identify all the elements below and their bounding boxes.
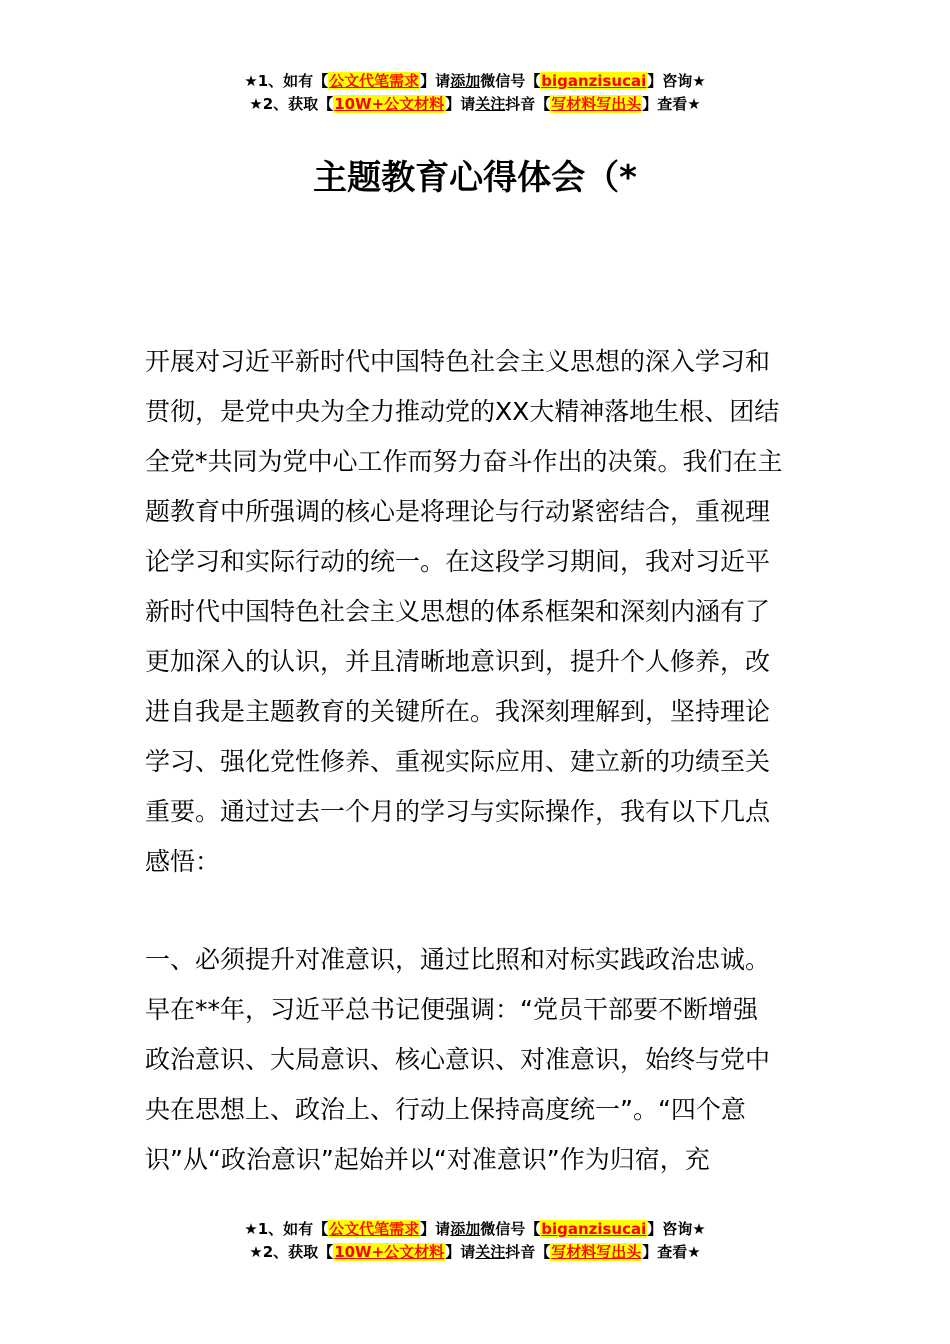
highlight-materials: 10W+公文材料 bbox=[334, 95, 445, 113]
text-line: 更加深入的认识，并且清晰地意识到，提升个人修养，改 bbox=[145, 647, 771, 676]
text-line: 感悟： bbox=[145, 847, 221, 876]
highlight-wechat-id: biganzisucai bbox=[541, 72, 647, 90]
section-heading-line: 一、必须提升对准意识，通过比照和对标实践政治忠诚。 bbox=[145, 945, 771, 974]
text-line: 开展对习近平新时代中国特色社会主义思想的深入学习和 bbox=[145, 347, 771, 376]
text-line: 学习、强化党性修养、重视实际应用、建立新的功绩至关 bbox=[145, 747, 771, 776]
header-banner bbox=[0, 70, 950, 116]
text-line: 早在**年，习近平总书记便强调：“党员干部要不断增强 bbox=[145, 995, 758, 1024]
text-line: 政治意识、大局意识、核心意识、对准意识，始终与党中 bbox=[145, 1045, 771, 1074]
text-line: 识”从“政治意识”起始并以“对准意识”作为归宿，充 bbox=[145, 1145, 710, 1174]
highlight-douyin: 写材料写出头 bbox=[551, 1243, 642, 1261]
text-line: 重要。通过过去一个月的学习与实际操作，我有以下几点 bbox=[145, 797, 771, 826]
footer-banner bbox=[0, 1218, 950, 1264]
text-line: 全党*共同为党中心工作而努力奋斗作出的决策。我们在主 bbox=[145, 447, 783, 476]
highlight-wechat-id: biganzisucai bbox=[541, 1220, 647, 1238]
text-line: 进自我是主题教育的关键所在。我深刻理解到，坚持理论 bbox=[145, 697, 771, 726]
highlight-douyin: 写材料写出头 bbox=[551, 95, 642, 113]
text-line: 贯彻，是党中央为全力推动党的XX大精神落地生根、团结 bbox=[145, 397, 780, 426]
paragraph-intro bbox=[145, 337, 807, 887]
document-title: 主题教育心得体会（* bbox=[313, 158, 637, 198]
highlight-service: 公文代笔需求 bbox=[329, 72, 420, 90]
paragraph-section-1 bbox=[145, 935, 807, 1185]
text-line: 新时代中国特色社会主义思想的体系框架和深刻内涵有了 bbox=[145, 597, 771, 626]
highlight-materials: 10W+公文材料 bbox=[334, 1243, 445, 1261]
text-line: 央在思想上、政治上、行动上保持高度统一”。“四个意 bbox=[145, 1095, 746, 1124]
text-line: 论学习和实际行动的统一。在这段学习期间，我对习近平 bbox=[145, 547, 771, 576]
banner-line-2: ★2、获取【10W+公文材料】请关注抖音【写材料写出头】查看★ bbox=[249, 1243, 701, 1261]
highlight-service: 公文代笔需求 bbox=[329, 1220, 420, 1238]
banner-line-1: ★1、如有【公文代笔需求】请添加微信号【biganzisucai】咨询★ bbox=[244, 1220, 706, 1238]
banner-line-2: ★2、获取【10W+公文材料】请关注抖音【写材料写出头】查看★ bbox=[249, 95, 701, 113]
text-line: 题教育中所强调的核心是将理论与行动紧密结合，重视理 bbox=[145, 497, 771, 526]
banner-line-1: ★1、如有【公文代笔需求】请添加微信号【biganzisucai】咨询★ bbox=[244, 72, 706, 90]
